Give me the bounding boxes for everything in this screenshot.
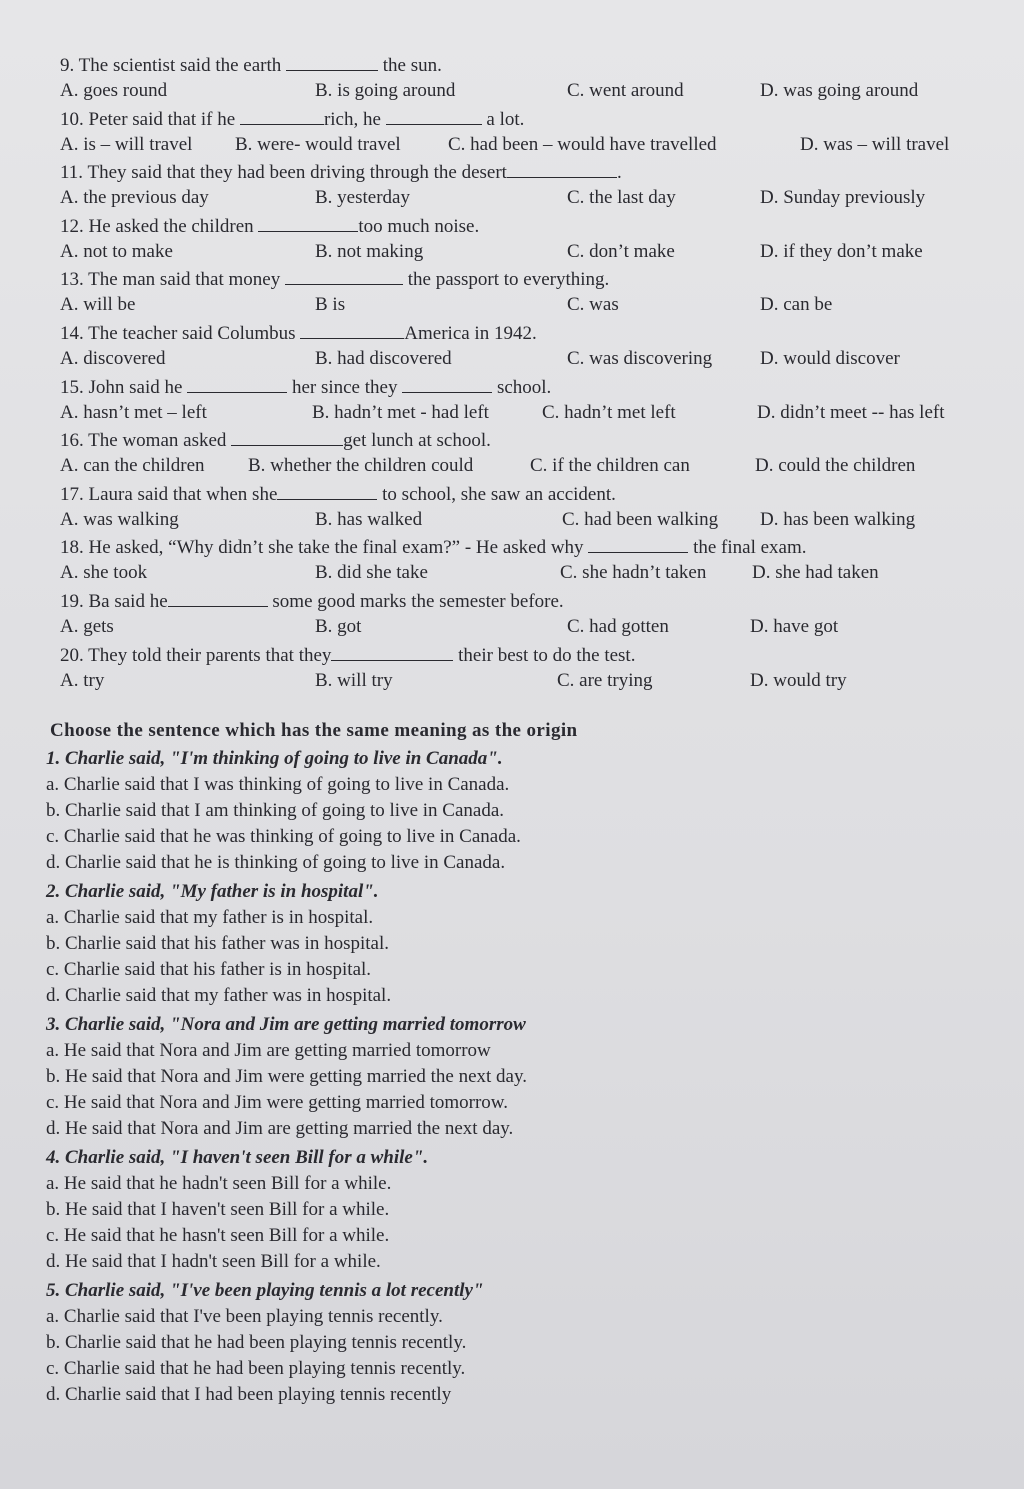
option-a: A. is – will travel xyxy=(60,133,193,155)
option-c: C. was xyxy=(567,294,619,316)
option-d: D. have got xyxy=(750,615,839,637)
option-d: D. would try xyxy=(750,669,847,691)
option-d: D. would discover xyxy=(760,347,900,369)
option-b: b. Charlie said that his father was in hospital. xyxy=(46,933,389,954)
option-d: D. if they don’t make xyxy=(760,240,923,262)
answer-blank xyxy=(507,159,617,178)
option-c: C. don’t make xyxy=(567,240,675,262)
question-stem: 19. Ba said he some good marks the semester before. xyxy=(60,588,990,614)
option-a: A. not to make xyxy=(60,240,173,262)
question-stem: 4. Charlie said, "I haven't seen Bill for a while". xyxy=(46,1147,429,1168)
options-row xyxy=(60,292,990,318)
option-a: A. the previous day xyxy=(60,187,209,209)
question-9 xyxy=(60,52,990,106)
option-d: D. was going around xyxy=(760,80,919,101)
option-b: B. were- would travel xyxy=(235,133,401,155)
question-20 xyxy=(60,642,990,696)
options-row xyxy=(60,560,990,586)
option-b: B. not making xyxy=(315,240,424,262)
transform-question-3 xyxy=(34,1012,994,1145)
option-b: B. yesterday xyxy=(315,187,410,209)
option-b: B. did she take xyxy=(315,562,428,584)
transform-question-5 xyxy=(34,1278,994,1411)
answer-blank xyxy=(300,320,404,339)
transform-question-1 xyxy=(34,746,994,879)
option-c: C. had been – would have travelled xyxy=(448,133,717,155)
option-a: a. Charlie said that I've been playing tennis recently. xyxy=(46,1306,443,1327)
question-stem: 15. John said he her since they school. xyxy=(60,374,990,400)
question-15 xyxy=(60,374,990,428)
option-b: B. is going around xyxy=(315,80,456,101)
option-c: C. are trying xyxy=(557,669,653,691)
option-a: a. He said that he hadn't seen Bill for a while. xyxy=(46,1173,392,1194)
multiple-choice-section xyxy=(60,52,990,695)
option-b: B. hadn’t met - had left xyxy=(312,401,489,423)
option-b: B is xyxy=(315,294,346,316)
option-a: A. was walking xyxy=(60,508,179,530)
option-a: A. goes round xyxy=(60,80,168,101)
option-b: B. got xyxy=(315,615,362,637)
answer-blank xyxy=(258,213,358,232)
option-b: b. Charlie said that he had been playing tennis recently. xyxy=(46,1332,467,1353)
options-row xyxy=(60,400,990,426)
question-stem: 10. Peter said that if he rich, he a lot. xyxy=(60,106,990,132)
answer-blank xyxy=(286,52,378,71)
option-d: d. Charlie said that he is thinking of going to live in Canada. xyxy=(46,852,506,873)
question-stem: 2. Charlie said, "My father is in hospital". xyxy=(46,881,379,902)
option-a: a. Charlie said that my father is in hospital. xyxy=(46,907,374,928)
option-a: a. Charlie said that I was thinking of going to live in Canada. xyxy=(46,774,510,795)
question-stem: 20. They told their parents that they their best to do the test. xyxy=(60,642,990,668)
option-b: b. He said that I haven't seen Bill for a while. xyxy=(46,1199,390,1220)
section-heading: Choose the sentence which has the same meaning as the origin xyxy=(50,720,578,741)
option-d: d. Charlie said that I had been playing tennis recently xyxy=(46,1384,452,1405)
option-c: C. had gotten xyxy=(567,615,669,637)
answer-blank xyxy=(588,534,688,553)
option-c: C. had been walking xyxy=(562,508,719,530)
question-18 xyxy=(60,534,990,588)
option-a: A. try xyxy=(60,669,105,691)
options-row xyxy=(60,668,990,694)
option-b: b. Charlie said that I am thinking of going to live in Canada. xyxy=(46,800,505,821)
option-c: C. hadn’t met left xyxy=(542,401,676,423)
question-stem: 16. The woman asked get lunch at school. xyxy=(60,427,990,453)
options-row xyxy=(60,507,990,533)
option-a: A. gets xyxy=(60,615,114,637)
question-19 xyxy=(60,588,990,642)
question-stem: 3. Charlie said, "Nora and Jim are getting married tomorrow xyxy=(46,1014,526,1035)
option-d: D. has been walking xyxy=(760,508,916,530)
option-c: C. went around xyxy=(567,80,684,101)
option-d: d. He said that I hadn't seen Bill for a while. xyxy=(46,1251,381,1272)
option-a: A. will be xyxy=(60,294,136,316)
option-a: A. discovered xyxy=(60,347,166,369)
option-c: c. He said that Nora and Jim were getting married tomorrow. xyxy=(46,1092,509,1113)
option-a: a. He said that Nora and Jim are getting married tomorrow xyxy=(46,1040,491,1061)
option-c: c. Charlie said that he had been playing tennis recently. xyxy=(46,1358,466,1379)
option-d: d. Charlie said that my father was in hospital. xyxy=(46,985,392,1006)
question-stem: 18. He asked, “Why didn’t she take the final exam?” - He asked why the final exam. xyxy=(60,534,990,560)
option-c: C. the last day xyxy=(567,187,676,209)
option-d: D. Sunday previously xyxy=(760,187,926,209)
option-b: B. had discovered xyxy=(315,347,452,369)
option-d: D. she had taken xyxy=(752,562,879,584)
sentence-transformation-section xyxy=(34,716,994,1411)
option-d: d. He said that Nora and Jim are getting married the next day. xyxy=(46,1118,514,1139)
question-10 xyxy=(60,106,990,160)
question-stem: 12. He asked the children too much noise. xyxy=(60,213,990,239)
option-d: D. can be xyxy=(760,294,833,316)
option-c: c. Charlie said that he was thinking of going to live in Canada. xyxy=(46,826,521,847)
option-a: A. can the children xyxy=(60,455,205,477)
option-c: C. she hadn’t taken xyxy=(560,562,707,584)
question-stem: 13. The man said that money the passport to everything. xyxy=(60,266,990,292)
option-c: c. Charlie said that his father is in hospital. xyxy=(46,959,372,980)
options-row xyxy=(60,346,990,372)
question-stem: 11. They said that they had been driving through the desert . xyxy=(60,159,990,185)
option-b: B. whether the children could xyxy=(248,455,474,477)
question-12 xyxy=(60,213,990,267)
options-row xyxy=(60,185,990,211)
options-row xyxy=(60,239,990,265)
question-16 xyxy=(60,427,990,481)
option-b: b. He said that Nora and Jim were getting married the next day. xyxy=(46,1066,528,1087)
answer-blank xyxy=(187,374,287,393)
option-c: c. He said that he hasn't seen Bill for a while. xyxy=(46,1225,390,1246)
question-stem: 9. The scientist said the earth the sun. xyxy=(60,52,990,78)
answer-blank xyxy=(402,374,492,393)
question-17 xyxy=(60,481,990,535)
option-d: D. could the children xyxy=(755,455,916,477)
answer-blank xyxy=(277,481,377,500)
question-stem: 1. Charlie said, "I'm thinking of going to live in Canada". xyxy=(46,748,503,769)
options-row xyxy=(60,78,990,104)
answer-blank xyxy=(386,106,482,125)
option-b: B. has walked xyxy=(315,508,423,530)
option-d: D. was – will travel xyxy=(800,133,950,155)
answer-blank xyxy=(331,642,453,661)
option-c: C. if the children can xyxy=(530,455,690,477)
answer-blank xyxy=(285,266,403,285)
question-stem: 5. Charlie said, "I've been playing tennis a lot recently" xyxy=(46,1280,484,1301)
option-b: B. will try xyxy=(315,669,393,691)
options-row xyxy=(60,614,990,640)
options-row xyxy=(60,132,990,158)
option-a: A. she took xyxy=(60,562,148,584)
answer-blank xyxy=(168,588,268,607)
question-11 xyxy=(60,159,990,213)
options-row xyxy=(60,453,990,479)
option-c: C. was discovering xyxy=(567,347,713,369)
transform-question-2 xyxy=(34,879,994,1012)
option-a: A. hasn’t met – left xyxy=(60,401,207,423)
question-13 xyxy=(60,266,990,320)
transform-question-4 xyxy=(34,1145,994,1278)
question-stem: 14. The teacher said Columbus America in 1942. xyxy=(60,320,990,346)
option-d: D. didn’t meet -- has left xyxy=(757,401,945,423)
question-14 xyxy=(60,320,990,374)
answer-blank xyxy=(240,106,324,125)
question-stem: 17. Laura said that when she to school, she saw an accident. xyxy=(60,481,990,507)
answer-blank xyxy=(231,427,343,446)
